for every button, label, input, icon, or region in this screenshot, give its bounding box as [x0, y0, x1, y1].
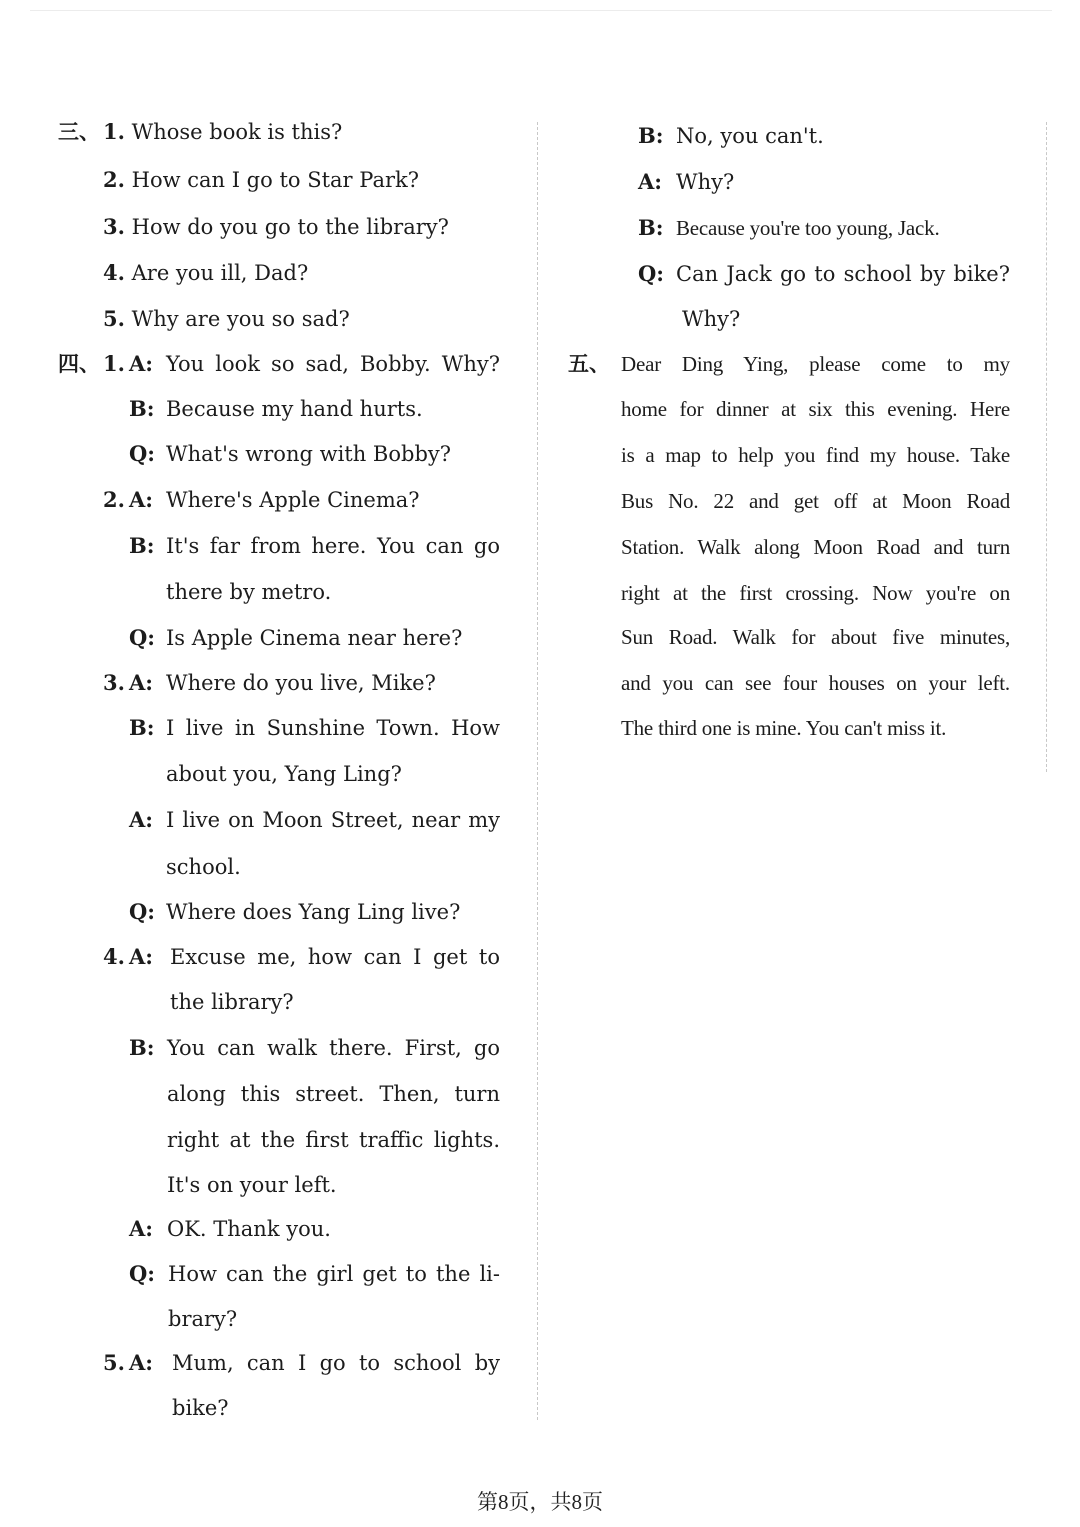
speaker-label: B:	[638, 123, 664, 148]
column-divider	[537, 122, 538, 1420]
item-text: How can I go to Star Park?	[131, 168, 419, 192]
dialog-line: Why?	[676, 170, 735, 194]
speaker-label: A:	[129, 351, 154, 376]
speaker-label: A:	[129, 487, 154, 512]
dialog-line: You look so sad, Bobby. Why?	[166, 352, 500, 376]
passage-line: right at the first crossing. Now you're on	[621, 581, 1010, 605]
dialog-line: Can Jack go to school by bike?	[676, 262, 1010, 286]
dialog-line: about you, Yang Ling?	[166, 762, 402, 786]
section-4-label: 四、	[58, 351, 100, 376]
passage-line: The third one is mine. You can't miss it.	[621, 716, 947, 740]
dialog-line: brary?	[168, 1307, 238, 1331]
speaker-label: Q:	[638, 261, 665, 286]
s3-item-2	[103, 167, 419, 193]
passage-line: home for dinner at six this evening. Here	[621, 397, 1010, 421]
speaker-label: B:	[129, 533, 155, 558]
s3-item-3	[103, 214, 449, 240]
dialog-line: right at the first traffic lights.	[167, 1128, 500, 1152]
speaker-label: Q:	[129, 1261, 156, 1286]
dialog-line: How can the girl get to the li-	[168, 1262, 500, 1286]
s3-item-4	[103, 260, 308, 286]
speaker-label: Q:	[129, 441, 156, 466]
right-margin-rule	[1046, 122, 1047, 772]
speaker-label: Q:	[129, 899, 156, 924]
dialog-line: bike?	[172, 1396, 229, 1420]
dialog-line: there by metro.	[166, 580, 332, 604]
page-footer: 第8页，共8页	[477, 1490, 603, 1514]
passage-line: Station. Walk along Moon Road and turn	[621, 535, 1010, 559]
speaker-label: A:	[129, 670, 154, 695]
speaker-label: Q:	[129, 625, 156, 650]
speaker-label: B:	[638, 215, 664, 240]
dialog-line: I live on Moon Street, near my	[166, 808, 500, 832]
passage-line: Bus No. 22 and get off at Moon Road	[621, 489, 1010, 513]
speaker-label: B:	[129, 715, 155, 740]
dialog-line: Mum, can I go to school by	[172, 1351, 500, 1375]
dialog-line: You can walk there. First, go	[167, 1036, 500, 1060]
speaker-label: B:	[129, 396, 155, 421]
passage-line: is a map to help you find my house. Take	[621, 443, 1010, 467]
speaker-label: A:	[638, 169, 663, 194]
q-number: 5.	[103, 1350, 125, 1375]
item-text: Whose book is this?	[131, 120, 343, 144]
item-number: 5.	[103, 306, 125, 331]
dialog-line: I live in Sunshine Town. How	[166, 716, 500, 740]
dialog-line: OK. Thank you.	[167, 1217, 331, 1241]
item-text: Are you ill, Dad?	[131, 261, 309, 285]
speaker-label: A:	[129, 944, 154, 969]
item-number: 3.	[103, 214, 125, 239]
dialog-line: Is Apple Cinema near here?	[166, 626, 463, 650]
speaker-label: A:	[129, 1216, 154, 1241]
dialog-line: Where's Apple Cinema?	[166, 488, 420, 512]
q-number: 3.	[103, 670, 125, 695]
dialog-line: No, you can't.	[676, 124, 824, 148]
passage-line: Sun Road. Walk for about five minutes,	[621, 625, 1010, 649]
section-5-label: 五、	[568, 351, 610, 376]
item-number: 2.	[103, 167, 125, 192]
dialog-line: the library?	[170, 990, 294, 1014]
speaker-label: B:	[129, 1035, 155, 1060]
s3-item-5	[103, 306, 350, 332]
dialog-line: Because my hand hurts.	[166, 397, 423, 421]
top-rule	[30, 10, 1052, 11]
item-text: Why are you so sad?	[131, 307, 350, 331]
dialog-line: What's wrong with Bobby?	[166, 442, 452, 466]
q-number: 1.	[103, 351, 125, 376]
passage-line: Dear Ding Ying, please come to my	[621, 352, 1010, 376]
item-number: 4.	[103, 260, 125, 285]
dialog-line: Where does Yang Ling live?	[166, 900, 461, 924]
dialog-line: It's on your left.	[167, 1173, 337, 1197]
dialog-line: Why?	[682, 307, 741, 331]
q-number: 2.	[103, 487, 125, 512]
q-number: 4.	[103, 944, 125, 969]
dialog-line: Because you're too young, Jack.	[676, 216, 940, 240]
item-text: How do you go to the library?	[131, 215, 449, 239]
passage-line: and you can see four houses on your left.	[621, 671, 1010, 695]
dialog-line: It's far from here. You can go	[166, 534, 500, 558]
dialog-line: along this street. Then, turn	[167, 1082, 500, 1106]
item-number: 1.	[103, 119, 125, 144]
section-3-label: 三、	[58, 119, 100, 144]
speaker-label: A:	[129, 1350, 154, 1375]
s3-item-1	[103, 119, 342, 145]
speaker-label: A:	[129, 807, 154, 832]
dialog-line: Where do you live, Mike?	[166, 671, 436, 695]
dialog-line: Excuse me, how can I get to	[170, 945, 500, 969]
dialog-line: school.	[166, 855, 241, 879]
